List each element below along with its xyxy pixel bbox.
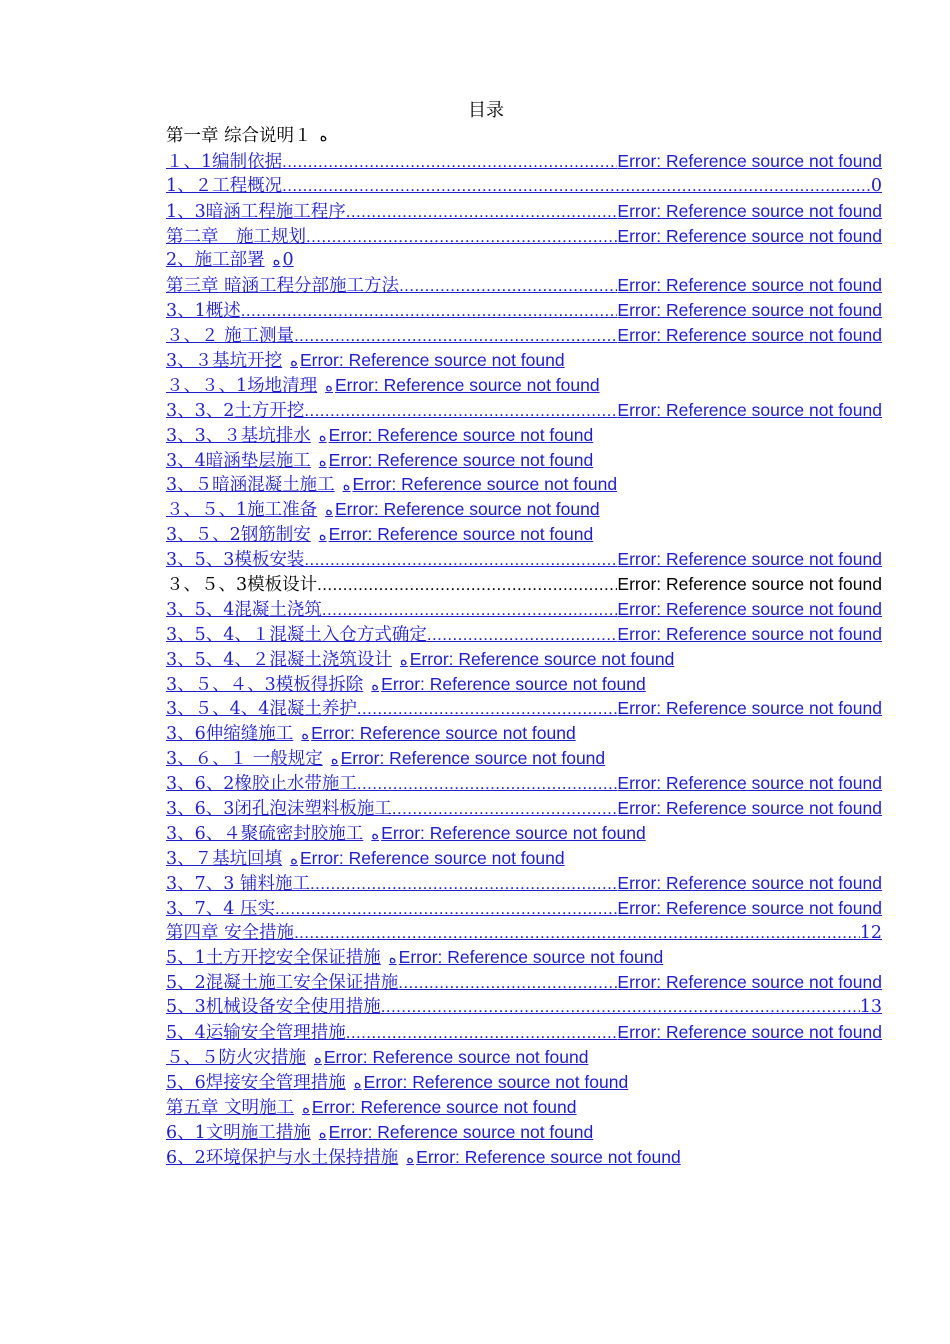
toc-page-ref: 12 bbox=[859, 922, 882, 943]
toc-page-ref: Error: Reference source not found bbox=[617, 897, 882, 918]
tab-mark: ﻩ bbox=[318, 426, 327, 445]
toc-dot-leader bbox=[282, 150, 617, 174]
toc-page-ref: Error: Reference source not found bbox=[300, 350, 565, 371]
tab-mark: ﻩ bbox=[314, 1048, 322, 1067]
tab-mark: ﻩ bbox=[325, 501, 333, 520]
toc-entry-label: 3、7、3 铺料施工 bbox=[166, 873, 310, 894]
toc-entry-label: 3、6、４聚硫密封胶施工 bbox=[166, 823, 364, 844]
tab-mark: ﻩ bbox=[388, 949, 397, 968]
toc-dot-leader bbox=[357, 697, 618, 721]
toc-entry-label: 3、6、3闭孔泡沫塑料板施工 bbox=[166, 799, 392, 820]
toc-entry[interactable] bbox=[166, 1095, 882, 1120]
toc-dot-leader bbox=[294, 921, 860, 946]
toc-page-ref: Error: Reference source not found bbox=[617, 698, 882, 719]
toc-page-ref: Error: Reference source not found bbox=[335, 374, 600, 395]
toc-page-ref: Error: Reference source not found bbox=[617, 872, 882, 893]
toc-page-ref: Error: Reference source not found bbox=[617, 399, 882, 420]
toc-entry-label: 5、3机械设备安全使用措施 bbox=[166, 997, 381, 1018]
toc-entry[interactable] bbox=[166, 472, 882, 497]
toc-dot-leader bbox=[346, 200, 618, 224]
toc-entry[interactable] bbox=[166, 398, 882, 423]
toc-entry-label: 第三章 暗涵工程分部施工方法 bbox=[166, 276, 400, 297]
toc-page-ref: Error: Reference source not found bbox=[328, 1121, 594, 1142]
toc-page-ref: Error: Reference source not found bbox=[617, 1022, 882, 1043]
toc-entry[interactable] bbox=[166, 746, 882, 771]
tab-mark: ﻩ bbox=[353, 1073, 362, 1092]
toc-entry[interactable] bbox=[166, 448, 882, 473]
toc-entry-label: 5、6焊接安全管理措施 bbox=[166, 1072, 346, 1093]
toc-entry-label: 3、５、2钢筋制安 bbox=[166, 525, 311, 546]
tab-mark: ﻩ bbox=[371, 824, 380, 843]
tab-mark: ﻩ bbox=[272, 251, 281, 270]
toc-page-ref: Error: Reference source not found bbox=[328, 424, 594, 445]
toc-entry[interactable] bbox=[166, 273, 882, 298]
toc-dot-leader bbox=[357, 772, 618, 796]
toc-page-ref: Error: Reference source not found bbox=[617, 972, 882, 993]
toc-entry[interactable] bbox=[166, 373, 882, 398]
toc-dot-leader bbox=[398, 971, 617, 995]
tab-mark: ﻩ bbox=[301, 725, 310, 744]
toc-entry-label: 3、6伸缩缝施工 bbox=[166, 724, 294, 745]
toc-page-ref: Error: Reference source not found bbox=[300, 847, 565, 868]
tab-mark: ﻩ bbox=[302, 1098, 310, 1117]
toc-entry-label: 3、６、１ 一般规定 bbox=[166, 749, 323, 770]
toc-page-ref: 0 bbox=[870, 175, 882, 196]
toc-entry[interactable] bbox=[166, 647, 882, 672]
toc-entry[interactable] bbox=[166, 1145, 882, 1170]
toc-entry[interactable] bbox=[166, 771, 882, 796]
toc-page-ref: Error: Reference source not found bbox=[617, 225, 882, 246]
toc-title: 目录 bbox=[468, 100, 504, 121]
toc-entry[interactable] bbox=[166, 1020, 882, 1045]
toc-dot-leader bbox=[322, 598, 618, 622]
toc-page-ref: Error: Reference source not found bbox=[617, 325, 882, 346]
toc-entry-label: 3、5、4混凝土浇筑 bbox=[166, 599, 322, 620]
toc-entry-label: 5、4运输安全管理措施 bbox=[166, 1023, 346, 1044]
toc-entry-label: 3、1概述 bbox=[166, 301, 241, 322]
toc-page-ref: Error: Reference source not found bbox=[398, 947, 664, 968]
toc-page-ref: Error: Reference source not found bbox=[328, 449, 594, 470]
toc-page-ref: Error: Reference source not found bbox=[311, 723, 576, 744]
toc-dot-leader bbox=[275, 897, 617, 921]
tab-mark: ﻩ bbox=[318, 526, 327, 545]
toc-entry[interactable] bbox=[166, 696, 882, 721]
toc-entry[interactable] bbox=[166, 174, 882, 199]
toc-page-ref: Error: Reference source not found bbox=[617, 623, 882, 644]
toc-entry[interactable] bbox=[166, 821, 882, 846]
toc-page-ref: Error: Reference source not found bbox=[617, 773, 882, 794]
tab-mark: ﻩ bbox=[325, 376, 333, 395]
toc-entry-label: 3、７基坑回填 bbox=[166, 848, 283, 869]
toc-dot-leader bbox=[381, 995, 860, 1020]
toc-dot-leader bbox=[294, 324, 617, 348]
toc-entry-label: ３、２ 施工测量 bbox=[166, 326, 295, 347]
toc-page-ref: Error: Reference source not found bbox=[416, 1146, 681, 1167]
toc-entry[interactable] bbox=[166, 224, 882, 249]
toc-page-ref: Error: Reference source not found bbox=[311, 1096, 577, 1117]
toc-page-ref: Error: Reference source not found bbox=[381, 822, 646, 843]
toc-entry[interactable] bbox=[166, 149, 882, 174]
toc-entry-label: 3、7、4 压实 bbox=[166, 898, 275, 919]
toc-page-ref: Error: Reference source not found bbox=[617, 200, 882, 221]
toc-page-ref: Error: Reference source not found bbox=[617, 798, 882, 819]
toc-entry-label: 3、5、4、１混凝土入仓方式确定 bbox=[166, 624, 427, 645]
toc-entry[interactable] bbox=[166, 298, 882, 323]
toc-entry bbox=[166, 572, 882, 597]
toc-entry-label: 6、1文明施工措施 bbox=[166, 1122, 311, 1143]
tab-mark: ﻩ bbox=[330, 750, 339, 769]
toc-entry-label: 3、4暗涵垫层施工 bbox=[166, 450, 311, 471]
toc-entry[interactable] bbox=[166, 721, 882, 746]
toc-entry-label: 1、２工程概况 bbox=[166, 175, 283, 196]
toc-entry[interactable] bbox=[166, 796, 882, 821]
toc-page-ref: 13 bbox=[859, 997, 882, 1018]
toc-page-ref: Error: Reference source not found bbox=[335, 499, 600, 520]
toc-page-ref: 0 bbox=[282, 250, 294, 271]
toc-entry[interactable] bbox=[166, 497, 882, 522]
table-of-contents bbox=[166, 124, 882, 1169]
toc-page-ref: Error: Reference source not found bbox=[363, 1071, 629, 1092]
toc-entry-label: 3、５、４、3模板得拆除 bbox=[166, 674, 364, 695]
toc-dot-leader bbox=[399, 274, 617, 298]
toc-entry[interactable] bbox=[166, 323, 882, 348]
tab-mark: ﻩ bbox=[342, 476, 351, 495]
toc-entry[interactable] bbox=[166, 522, 882, 547]
toc-entry[interactable] bbox=[166, 199, 882, 224]
toc-dot-leader bbox=[304, 399, 617, 423]
toc-page-ref: Error: Reference source not found bbox=[617, 150, 882, 171]
toc-dot-leader bbox=[306, 225, 617, 249]
toc-entry[interactable] bbox=[166, 896, 882, 921]
toc-entry-label: 1、3暗涵工程施工程序 bbox=[166, 201, 346, 222]
toc-dot-leader bbox=[427, 623, 618, 647]
toc-entry-label: 3、5、3模板安装 bbox=[166, 550, 305, 571]
toc-entry-label: １、1编制依据 bbox=[166, 151, 283, 172]
toc-entry[interactable] bbox=[166, 945, 882, 970]
toc-entry[interactable] bbox=[166, 921, 882, 946]
toc-page-ref: Error: Reference source not found bbox=[340, 748, 606, 769]
toc-page-ref: Error: Reference source not found bbox=[409, 648, 675, 669]
toc-entry-label: ３、５、3模板设计 bbox=[166, 575, 318, 596]
toc-entry[interactable] bbox=[166, 970, 882, 995]
toc-page-ref: Error: Reference source not found bbox=[352, 474, 618, 495]
tab-mark: ﻩ bbox=[371, 675, 380, 694]
toc-page-ref: Error: Reference source not found bbox=[617, 275, 882, 296]
tab-mark: ﻩ bbox=[319, 127, 328, 145]
toc-entry-label: 3、３基坑开挖 bbox=[166, 351, 283, 372]
toc-entry-label: 5、1土方开挖安全保证措施 bbox=[166, 948, 381, 969]
toc-entry-label: 3、3、2土方开挖 bbox=[166, 400, 305, 421]
toc-dot-leader bbox=[241, 299, 618, 323]
toc-entry-label: 第一章 综合说明１ bbox=[166, 126, 312, 146]
toc-entry-label: 6、2环境保护与水土保持措施 bbox=[166, 1147, 399, 1168]
toc-entry[interactable] bbox=[166, 1120, 882, 1145]
toc-page-ref: Error: Reference source not found bbox=[323, 1046, 589, 1067]
toc-entry-label: 第二章 施工规划 bbox=[166, 226, 306, 247]
tab-mark: ﻩ bbox=[290, 352, 298, 371]
toc-entry-label: 3、6、2橡胶止水带施工 bbox=[166, 774, 357, 795]
toc-entry-label: ３、３、1场地清理 bbox=[166, 375, 318, 396]
toc-entry[interactable] bbox=[166, 1070, 882, 1095]
toc-entry[interactable] bbox=[166, 547, 882, 572]
toc-entry-label: 3、3、３基坑排水 bbox=[166, 425, 311, 446]
tab-mark: ﻩ bbox=[318, 451, 327, 470]
toc-entry-label: ５、５防火灾措施 bbox=[166, 1047, 306, 1068]
toc-page-ref: Error: Reference source not found bbox=[617, 598, 882, 619]
toc-dot-leader bbox=[304, 548, 617, 572]
tab-mark: ﻩ bbox=[318, 1123, 327, 1142]
tab-mark: ﻩ bbox=[406, 1148, 415, 1167]
toc-entry-label: 3、5、4、２混凝土浇筑设计 bbox=[166, 649, 392, 670]
toc-dot-leader bbox=[317, 573, 617, 597]
toc-entry[interactable] bbox=[166, 622, 882, 647]
toc-entry[interactable] bbox=[166, 248, 882, 273]
tab-mark: ﻩ bbox=[399, 650, 408, 669]
toc-entry-label: 2、施工部署 bbox=[166, 250, 265, 271]
toc-entry-label: 第四章 安全措施 bbox=[166, 922, 295, 943]
toc-dot-leader bbox=[346, 1021, 618, 1045]
toc-entry[interactable] bbox=[166, 995, 882, 1020]
toc-entry[interactable] bbox=[166, 672, 882, 697]
toc-entry-label: 第五章 文明施工 bbox=[166, 1097, 295, 1118]
toc-entry-label: 5、2混凝土施工安全保证措施 bbox=[166, 973, 399, 994]
toc-entry[interactable] bbox=[166, 423, 882, 448]
toc-entry bbox=[166, 124, 882, 149]
toc-page-ref: Error: Reference source not found bbox=[381, 673, 646, 694]
toc-entry[interactable] bbox=[166, 846, 882, 871]
toc-dot-leader bbox=[310, 872, 617, 896]
toc-dot-leader bbox=[282, 174, 871, 199]
toc-page-ref: Error: Reference source not found bbox=[328, 524, 594, 545]
toc-entry[interactable] bbox=[166, 1045, 882, 1070]
toc-page-ref: Error: Reference source not found bbox=[617, 574, 882, 595]
toc-entry-label: 3、５、4、4混凝土养护 bbox=[166, 699, 357, 720]
toc-entry-label: 3、５暗涵混凝土施工 bbox=[166, 475, 335, 496]
toc-entry[interactable] bbox=[166, 871, 882, 896]
tab-mark: ﻩ bbox=[290, 849, 298, 868]
toc-page-ref: Error: Reference source not found bbox=[617, 300, 882, 321]
toc-entry[interactable] bbox=[166, 348, 882, 373]
toc-entry-label: ３、５、1施工准备 bbox=[166, 500, 318, 521]
toc-entry[interactable] bbox=[166, 597, 882, 622]
toc-page-ref: Error: Reference source not found bbox=[617, 549, 882, 570]
toc-dot-leader bbox=[392, 797, 618, 821]
